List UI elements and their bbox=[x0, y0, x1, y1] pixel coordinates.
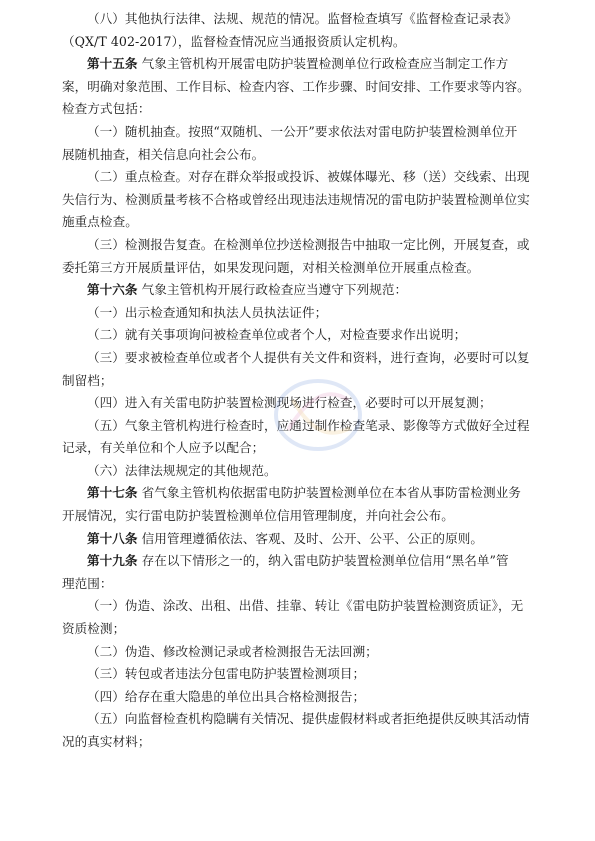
line-text: （一）伪造、涂改、出租、出借、挂靠、转让《雷电防护装置检测资质证》，无 bbox=[87, 598, 524, 614]
line-text: 理范围： bbox=[62, 575, 113, 591]
text-line bbox=[62, 618, 537, 641]
line-text: （五）气象主管机构进行检查时，应通过制作检查笔录、影像等方式做好全过程 bbox=[87, 417, 530, 433]
text-line bbox=[62, 482, 537, 505]
line-text: 案，明确对象范围、工作目标、检查内容、工作步骤、时间安排、工作要求等内容。 bbox=[62, 78, 530, 94]
line-text: 省气象主管机构依据雷电防护装置检测单位在本省从事防雷检测业务 bbox=[137, 485, 521, 501]
text-line bbox=[62, 460, 537, 483]
text-line bbox=[62, 550, 537, 573]
line-text: （一）出示检查通知和执法人员执法证件； bbox=[87, 304, 328, 320]
line-text: 资质检测； bbox=[62, 621, 126, 637]
text-line bbox=[62, 324, 537, 347]
line-text: （三）要求被检查单位或者个人提供有关文件和资料，进行查询，必要时可以复 bbox=[87, 349, 530, 365]
text-line bbox=[62, 392, 537, 415]
text-line bbox=[62, 31, 537, 54]
line-text: 况的真实材料； bbox=[62, 734, 151, 749]
line-text: 气象主管机构开展行政检查应当遵守下列规范： bbox=[137, 282, 408, 298]
text-line bbox=[62, 731, 537, 754]
text-line bbox=[62, 53, 537, 76]
line-text: （三）转包或者违法分包雷电防护装置检测项目； bbox=[87, 666, 366, 682]
line-text: 展随机抽查，相关信息向社会公布。 bbox=[62, 146, 265, 162]
text-line bbox=[62, 708, 537, 731]
line-text: 开展情况，实行雷电防护装置检测单位信用管理制度，并向社会公布。 bbox=[62, 508, 454, 524]
line-text: 制留档； bbox=[62, 372, 113, 388]
text-line bbox=[62, 663, 537, 686]
text-line bbox=[62, 189, 537, 212]
text-line bbox=[62, 144, 537, 167]
line-text: 施重点检查。 bbox=[62, 214, 138, 230]
line-text: （三）检测报告复查。在检测单位抄送检测报告中抽取一定比例，开展复查，或 bbox=[87, 236, 530, 252]
text-line bbox=[62, 211, 537, 234]
line-text: （QX/T 402-2017），监督检查情况应当通报资质认定机构。 bbox=[62, 33, 406, 49]
article-number: 第十七条 bbox=[87, 485, 138, 501]
text-line bbox=[62, 686, 537, 709]
text-line bbox=[62, 573, 537, 596]
text-line bbox=[62, 528, 537, 551]
article-number: 第十六条 bbox=[87, 282, 138, 298]
text-line bbox=[62, 370, 537, 393]
text-line bbox=[62, 166, 537, 189]
line-text: 气象主管机构开展雷电防护装置检测单位行政检查应当制定工作方 bbox=[137, 56, 509, 72]
text-line bbox=[62, 415, 537, 438]
line-text: 失信行为、检测质量考核不合格或曾经出现违法违规情况的雷电防护装置检测单位实 bbox=[62, 191, 530, 207]
document-page bbox=[62, 8, 537, 754]
line-text: （二）重点检查。对存在群众举报或投诉、被媒体曝光、移（送）交线索、出现 bbox=[87, 169, 530, 185]
line-text: 存在以下情形之一的，纳入雷电防护装置检测单位信用“黑名单”管 bbox=[137, 553, 509, 569]
text-line bbox=[62, 437, 537, 460]
line-text: 委托第三方开展质量评估，如果发现问题，对相关检测单位开展重点检查。 bbox=[62, 259, 480, 275]
line-text: （八）其他执行法律、法规、规范的情况。监督检查填写《监督检查记录表》 bbox=[87, 11, 517, 26]
line-text: （二）伪造、修改检测记录或者检测报告无法回溯； bbox=[87, 643, 378, 659]
article-number: 第十八条 bbox=[87, 530, 138, 546]
line-text: 记录，有关单位和个人应予以配合； bbox=[62, 440, 265, 456]
line-text: 检查方式包括： bbox=[62, 101, 151, 117]
line-text: （六）法律法规规定的其他规范。 bbox=[87, 462, 277, 478]
text-line bbox=[62, 257, 537, 280]
article-number: 第十九条 bbox=[87, 553, 138, 569]
line-text: （五）向监督检查机构隐瞒有关情况、提供虚假材料或者拒绝提供反映其活动情 bbox=[87, 711, 530, 727]
text-line bbox=[62, 279, 537, 302]
line-text: （一）随机抽查。按照“双随机、一公开”要求依法对雷电防护装置检测单位开 bbox=[87, 123, 518, 139]
text-line bbox=[62, 595, 537, 618]
line-text: （四）进入有关雷电防护装置检测现场进行检查，必要时可以开展复测； bbox=[87, 395, 492, 411]
text-line bbox=[62, 505, 537, 528]
text-line bbox=[62, 347, 537, 370]
line-text: （二）就有关事项询问被检查单位或者个人，对检查要求作出说明； bbox=[87, 327, 467, 343]
line-text: 信用管理遵循依法、客观、及时、公开、公平、公正的原则。 bbox=[137, 530, 484, 546]
text-line bbox=[62, 8, 537, 31]
text-line bbox=[62, 98, 537, 121]
text-line bbox=[62, 76, 537, 99]
text-line bbox=[62, 234, 537, 257]
text-line bbox=[62, 121, 537, 144]
text-line bbox=[62, 302, 537, 325]
line-text: （四）给存在重大隐患的单位出具合格检测报告； bbox=[87, 688, 366, 704]
text-line bbox=[62, 641, 537, 664]
article-number: 第十五条 bbox=[87, 56, 138, 72]
